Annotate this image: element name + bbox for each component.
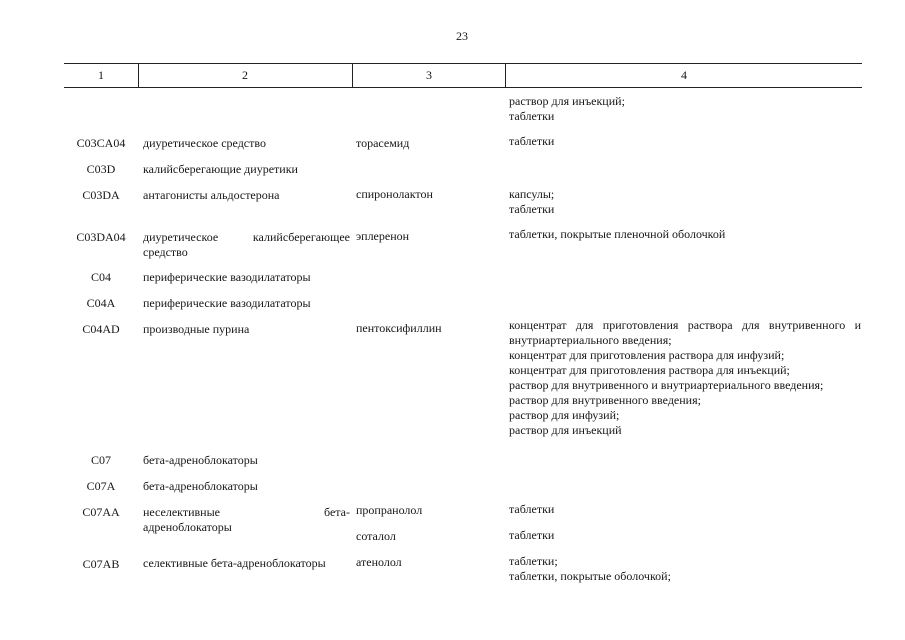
substance-name: соталол [356,529,396,543]
dosage-form: внутриартериального введения; [509,333,672,347]
dosage-form: таблетки [509,502,555,516]
dosage-form: капсулы; [509,187,555,201]
substance-name: атенолол [356,555,402,569]
group-name-line: адреноблокаторы [143,520,232,534]
atc-code: C07AA [82,505,120,519]
group-name-line: средство [143,245,188,259]
dosage-form: таблетки [509,109,555,123]
dosage-forms [509,318,861,438]
dosage-form: таблетки; [509,554,558,568]
group-name [143,505,350,535]
group-name: диуретическое средство [143,136,266,150]
group-name-line: диуретическое калийсберегающее [143,230,350,244]
substance-name: торасемид [356,136,410,150]
header-col-4: 4 [681,68,687,82]
dosage-form: концентрат для приготовления раствора для инъекций; [509,363,790,377]
dosage-form: таблетки, покрытые оболочкой; [509,569,671,583]
table-header [64,63,862,88]
header-col-3: 3 [426,68,432,82]
header-col-2: 2 [242,68,248,82]
atc-code: C04A [86,296,116,310]
dosage-form: таблетки [509,528,555,542]
dosage-form: раствор для внутривенного и внутриартериального введения; [509,378,824,392]
dosage-forms [509,94,861,124]
substance-name: эплеренон [356,229,410,243]
dosage-form: таблетки [509,134,555,148]
group-name-line: неселективные бета- [143,505,350,519]
dosage-form: концентрат для приготовления раствора для инфузий; [509,348,785,362]
substance-name: пентоксифиллин [356,321,442,335]
group-name: периферические вазодилататоры [143,270,311,284]
group-name: калийсберегающие диуретики [143,162,298,176]
dosage-form: таблетки, покрытые пленочной оболочкой [509,227,726,241]
group-name: селективные бета-адреноблокаторы [143,556,326,570]
dosage-form: раствор для инъекций; [509,94,625,108]
dosage-form: раствор для внутривенного введения; [509,393,701,407]
dosage-form: таблетки [509,202,555,216]
header-col-1: 1 [98,68,104,82]
atc-code: C07AB [82,557,120,571]
dosage-form: концентрат для приготовления раствора для внутривенного и [509,318,861,332]
substance-name: спиронолактон [356,187,433,201]
atc-code: C03DA [82,188,120,202]
atc-code: C04 [90,270,111,284]
atc-code: C03DA04 [76,230,126,244]
group-name: бета-адреноблокаторы [143,453,258,467]
group-name: периферические вазодилататоры [143,296,311,310]
group-name: производные пурина [143,322,250,336]
substance-name: пропранолол [356,503,423,517]
dosage-forms [509,554,861,584]
atc-code: C03CA04 [76,136,126,150]
group-name: бета-адреноблокаторы [143,479,258,493]
group-name [143,230,350,260]
dosage-form: раствор для инфузий; [509,408,620,422]
atc-code: C04AD [82,322,120,336]
atc-code: C03D [86,162,116,176]
group-name: антагонисты альдостерона [143,188,280,202]
atc-code: C07 [90,453,111,467]
dosage-forms [509,187,861,217]
atc-code: C07A [86,479,116,493]
page-number: 23 [456,29,468,43]
dosage-form: раствор для инъекций [509,423,622,437]
